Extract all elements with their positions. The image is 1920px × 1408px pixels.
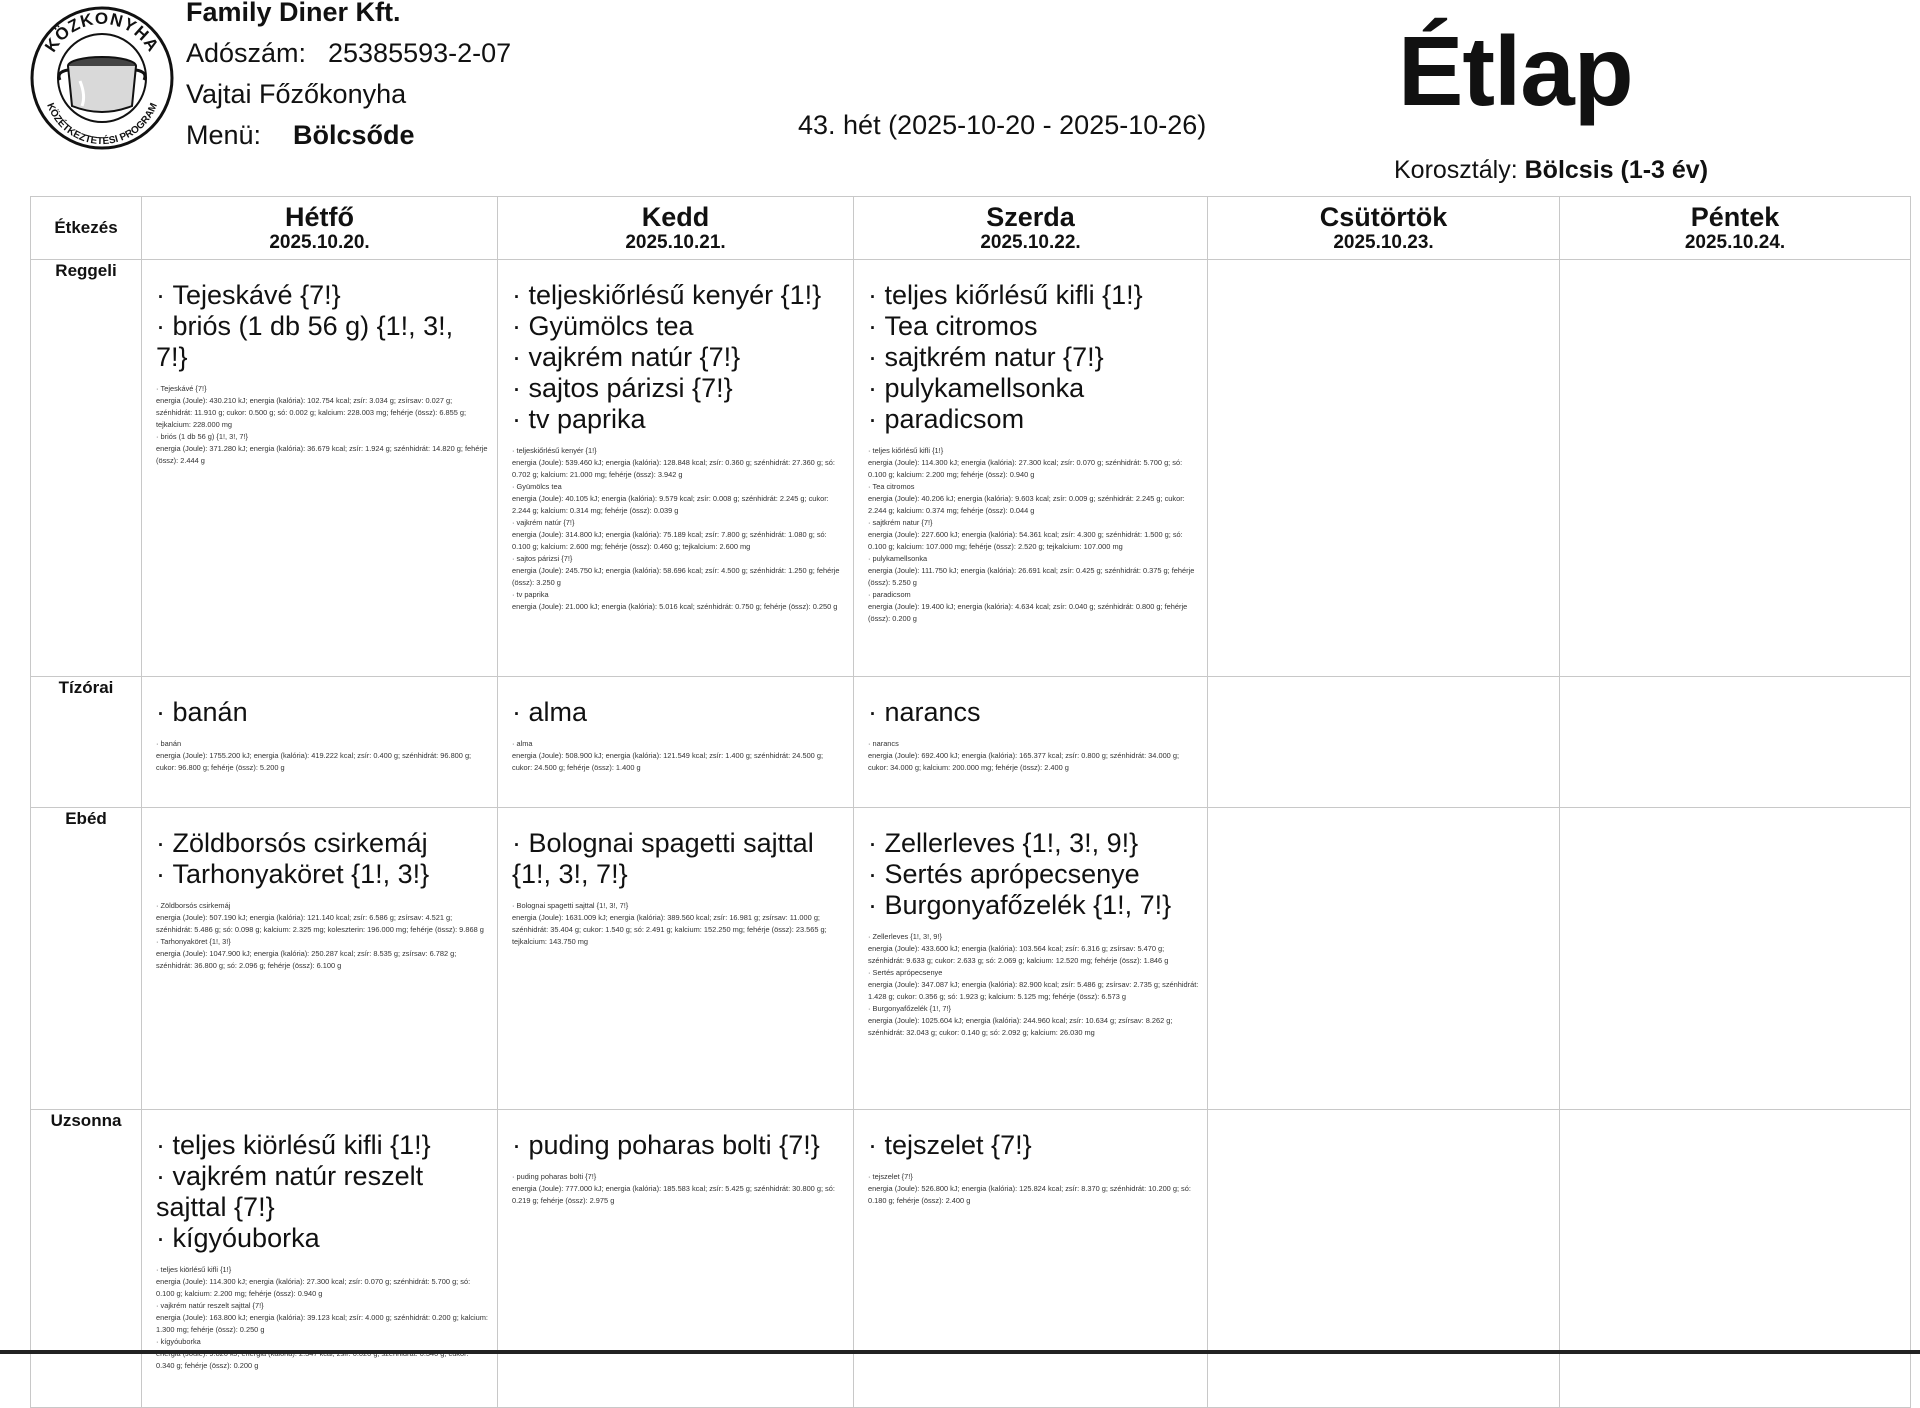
nutrition-item-name: · briós (1 db 56 g) {1!, 3!, 7!} (156, 431, 489, 443)
nutrition-values: energia (Joule): 227.600 kJ; energia (kalória): 54.361 kcal; zsír: 4.300 g; szénhidrát: 1.500 g; só: 0.100 g; kalcium: 107.000 mg; fehérje (össz): 2.520 g; tejkalcium: 107.000 mg (868, 530, 1183, 551)
nutrition-item-name: · Sertés aprópecsenye (868, 967, 1199, 979)
menu-cell (1208, 1110, 1560, 1408)
nutrition-item-name: · Tarhonyaköret {1!, 3!} (156, 936, 489, 948)
menu-item: · teljeskiőrlésű kenyér {1!} (512, 280, 845, 311)
nutrition-item-name: · teljeskiőrlésű kenyér {1!} (512, 445, 845, 457)
nutrition-values: energia (Joule): 163.800 kJ; energia (kalória): 39.123 kcal; zsír: 4.000 g; szénhidrát: 0.200 g; kalcium: 1.300 mg; fehérje (össz): 0.250 g (156, 1313, 488, 1334)
nutrition-info (512, 900, 845, 948)
nutrition-info (512, 738, 845, 774)
nutrition-info (512, 1171, 845, 1207)
menu-cell (854, 260, 1208, 677)
day-header (1560, 197, 1911, 260)
menu-cell (498, 1110, 854, 1408)
age-group (1394, 156, 1708, 185)
nutrition-values: energia (Joule): 433.600 kJ; energia (kalória): 103.564 kcal; zsír: 6.316 g; zsírsav: 5.470 g; szénhidrát: 9.633 g; cukor: 2.633 g; só: 2.069 g; kalcium: 12.520 mg; fehérje (össz): 1.846 g (868, 944, 1169, 965)
company-info (186, 0, 511, 156)
nutrition-values: energia (Joule): 1755.200 kJ; energia (kalória): 419.222 kcal; zsír: 0.400 g; szénhidrát: 96.800 g; cukor: 96.800 g; fehérje (össz): 5.200 g (156, 751, 472, 772)
menu-cell (1208, 260, 1560, 677)
nutrition-info (868, 931, 1199, 1039)
nutrition-values: energia (Joule): 1025.604 kJ; energia (kalória): 244.960 kcal; zsír: 10.634 g; zsírsav: 8.262 g; szénhidrát: 32.043 g; cukor: 0.140 g; só: 2.092 g; kalcium: 26.030 mg (868, 1016, 1173, 1037)
meal-row (31, 808, 1911, 1110)
menu-cell (1560, 677, 1911, 808)
menu-cell (498, 808, 854, 1110)
nutrition-values: energia (Joule): 526.800 kJ; energia (kalória): 125.824 kcal; zsír: 8.370 g; szénhidrát: 10.200 g; só: 0.180 g; fehérje (össz): 2.400 g (868, 1184, 1191, 1205)
nutrition-values: energia (Joule): 114.300 kJ; energia (kalória): 27.300 kcal; zsír: 0.070 g; szénhidrát: 5.700 g; só: 0.100 g; kalcium: 2.200 mg; fehérje (össz): 0.940 g (868, 458, 1183, 479)
week-range: 43. hét (2025-10-20 - 2025-10-26) (798, 110, 1207, 140)
logo-text-bottom: KÖZÉTKEZTETÉSI PROGRAM (44, 101, 160, 148)
nutrition-values: energia (Joule): 347.087 kJ; energia (kalória): 82.900 kcal; zsír: 5.486 g; zsírsav: 2.735 g; szénhidrát: 1.428 g; cukor: 0.356 g; só: 1.923 g; kalcium: 5.125 mg; fehérje (össz): 6.573 g (868, 980, 1199, 1001)
day-date: 2025.10.24. (1684, 232, 1786, 253)
menu-item: · tejszelet {7!} (868, 1130, 1199, 1161)
nutrition-item-name: · Tea citromos (868, 481, 1199, 493)
nutrition-values: energia (Joule): 114.300 kJ; energia (kalória): 27.300 kcal; zsír: 0.070 g; szénhidrát: 5.700 g; só: 0.100 g; kalcium: 2.200 mg; fehérje (össz): 0.940 g (156, 1277, 471, 1298)
day-date: 2025.10.21. (625, 232, 726, 253)
nutrition-item-name: · Bolognai spagetti sajttal {1!, 3!, 7!} (512, 900, 845, 912)
menu-item: · banán (156, 697, 489, 728)
menu-name: Bölcsőde (293, 120, 415, 150)
page-title: Étlap (1398, 16, 1633, 126)
company-name: Family Diner Kft. (186, 0, 401, 27)
nutrition-item-name: · paradicsom (868, 589, 1199, 601)
nutrition-values: energia (Joule): 40.206 kJ; energia (kalória): 9.603 kcal; zsír: 0.009 g; szénhidrát: 2.245 g; cukor: 2.244 g; kalcium: 0.374 mg; fehérje (össz): 0.044 g (868, 494, 1185, 515)
menu-cell (854, 677, 1208, 808)
nutrition-item-name: · banán (156, 738, 489, 750)
nutrition-item-name: · teljes kiörlésű kifli {1!} (156, 1264, 489, 1276)
menu-item: · narancs (868, 697, 1199, 728)
day-header (854, 197, 1208, 260)
menu-cell (498, 677, 854, 808)
nutrition-info (868, 445, 1199, 625)
menu-cell (142, 1110, 498, 1408)
nutrition-values: energia (Joule): 314.800 kJ; energia (kalória): 75.189 kcal; zsír: 7.800 g; szénhidrát: 1.080 g; só: 0.100 g; kalcium: 2.600 mg; fehérje (össz): 0.460 g; tejkalcium: 2.600 mg (512, 530, 827, 551)
nutrition-values: energia (Joule): 430.210 kJ; energia (kalória): 102.754 kcal; zsír: 3.034 g; zsírsav: 0.027 g; szénhidrát: 11.910 g; cukor: 0.500 g; só: 0.002 g; kalcium: 228.003 mg; fehérje (össz): 6.855 g; tejkalcium: 228.000 mg (156, 396, 467, 429)
meal-label: Reggeli (31, 260, 142, 677)
menu-cell (1208, 677, 1560, 808)
nutrition-values: energia (Joule): 508.900 kJ; energia (kalória): 121.549 kcal; zsír: 1.400 g; szénhidrát: 24.500 g; cukor: 24.500 g; fehérje (össz): 1.400 g (512, 751, 824, 772)
nutrition-values: energia (Joule): 40.105 kJ; energia (kalória): 9.579 kcal; zsír: 0.008 g; szénhidrát: 2.245 g; cukor: 2.244 g; kalcium: 0.314 mg; fehérje (össz): 0.039 g (512, 494, 829, 515)
menu-cell (498, 260, 854, 677)
menu-item: · teljes kiörlésű kifli {1!} (156, 1130, 489, 1161)
day-name: Hétfő (285, 202, 354, 232)
day-header (1208, 197, 1560, 260)
menu-item: · paradicsom (868, 404, 1199, 435)
weekly-menu-table (30, 196, 1911, 1408)
day-name: Péntek (1690, 202, 1780, 232)
nutrition-item-name: · tejszelet {7!} (868, 1171, 1199, 1183)
nutrition-values: energia (Joule): 692.400 kJ; energia (kalória): 165.377 kcal; zsír: 0.800 g; szénhidrát: 34.000 g; cukor: 34.000 g; kalcium: 200.000 mg; fehérje (össz): 2.400 g (868, 751, 1180, 772)
menu-label: Menü: (186, 120, 262, 150)
day-name: Szerda (986, 202, 1075, 232)
day-name: Csütörtök (1319, 202, 1448, 232)
nutrition-values: energia (Joule): 1631.009 kJ; energia (kalória): 389.560 kcal; zsír: 16.981 g; zsírsav: 11.000 g; szénhidrát: 35.404 g; cukor: 1.540 g; só: 2.491 g; kalcium: 152.250 mg; fehérje (össz): 23.565 g; tejkalcium: 143.750 mg (512, 913, 827, 946)
menu-cell (142, 260, 498, 677)
menu-item: · vajkrém natúr {7!} (512, 342, 845, 373)
menu-item: · Gyümölcs tea (512, 311, 845, 342)
meal-row (31, 1110, 1911, 1408)
menu-item: · vajkrém natúr reszelt sajttal {7!} (156, 1161, 489, 1223)
nutrition-info (868, 738, 1199, 774)
menu-item: · Zöldborsós csirkemáj (156, 828, 489, 859)
nutrition-values: energia (Joule): 777.000 kJ; energia (kalória): 185.583 kcal; zsír: 5.425 g; szénhidrát: 30.800 g; só: 0.219 g; fehérje (össz): 2.975 g (512, 1184, 835, 1205)
nutrition-item-name: · kígyóuborka (156, 1336, 489, 1348)
nutrition-item-name: · teljes kiőrlésű kifli {1!} (868, 445, 1199, 457)
kitchen-name: Vajtai Főzőkonyha (186, 79, 407, 109)
menu-item: · puding poharas bolti {7!} (512, 1130, 845, 1161)
nutrition-info (156, 900, 489, 972)
day-date: 2025.10.23. (1333, 232, 1434, 253)
meal-label: Ebéd (31, 808, 142, 1110)
meal-row (31, 260, 1911, 677)
menu-cell (142, 677, 498, 808)
meal-label: Uzsonna (31, 1110, 142, 1408)
menu-item: · kígyóuborka (156, 1223, 489, 1254)
nutrition-item-name: · Tejeskávé {7!} (156, 383, 489, 395)
day-header (142, 197, 498, 260)
menu-item: · Sertés aprópecsenye (868, 859, 1199, 890)
day-name: Kedd (641, 202, 710, 232)
nutrition-info (156, 383, 489, 467)
age-label: Korosztály: (1394, 156, 1518, 184)
nutrition-item-name: · puding poharas bolti {7!} (512, 1171, 845, 1183)
menu-item: · Bolognai spagetti sajttal {1!, 3!, 7!} (512, 828, 845, 890)
menu-item: · briós (1 db 56 g) {1!, 3!, 7!} (156, 311, 489, 373)
meal-column-header: Étkezés (31, 197, 142, 260)
menu-item: · Tejeskávé {7!} (156, 280, 489, 311)
nutrition-info (868, 1171, 1199, 1207)
day-date: 2025.10.20. (269, 232, 370, 253)
nutrition-item-name: · pulykamellsonka (868, 553, 1199, 565)
nutrition-item-name: · narancs (868, 738, 1199, 750)
nutrition-values: 0.340 g; fehérje (össz): 0.200 g (156, 1361, 259, 1370)
nutrition-values: energia (Joule): 507.190 kJ; energia (kalória): 121.140 kcal; zsír: 6.586 g; zsírsav: 4.521 g; szénhidrát: 5.486 g; só: 0.098 g; kalcium: 2.325 mg; koleszterin: 196.000 mg; fehérje (össz): 9.868 g (156, 913, 484, 934)
menu-cell (1560, 808, 1911, 1110)
menu-cell (854, 808, 1208, 1110)
meal-label: Tízórai (31, 677, 142, 808)
menu-item: · Zellerleves {1!, 3!, 9!} (868, 828, 1199, 859)
tax-label: Adószám: (186, 38, 307, 68)
nutrition-values: energia (Joule): 111.750 kJ; energia (kalória): 26.691 kcal; zsír: 0.425 g; szénhidrát: 0.375 g; fehérje (össz): 5.250 g (868, 566, 1195, 587)
nutrition-values: energia (Joule): 245.750 kJ; energia (kalória): 58.696 kcal; zsír: 4.500 g; szénhidrát: 1.250 g; fehérje (össz): 3.250 g (512, 566, 840, 587)
nutrition-item-name: · Zellerleves {1!, 3!, 9!} (868, 931, 1199, 943)
nutrition-item-name: · alma (512, 738, 845, 750)
nutrition-info (156, 738, 489, 774)
nutrition-info (512, 445, 845, 613)
nutrition-item-name: · Burgonyafőzelék {1!, 7!} (868, 1003, 1199, 1015)
age-value: Bölcsis (1-3 év) (1524, 156, 1709, 184)
day-header (498, 197, 854, 260)
menu-item: · teljes kiőrlésű kifli {1!} (868, 280, 1199, 311)
nutrition-values: energia (Joule): 371.280 kJ; energia (kalória): 36.679 kcal; zsír: 1.924 g; szénhidrát: 14.820 g; fehérje (össz): 2.444 g (156, 444, 488, 465)
nutrition-item-name: · sajtos párizsi {7!} (512, 553, 845, 565)
day-header-row (31, 197, 1911, 260)
pot-icon (59, 57, 145, 112)
menu-item: · sajtos párizsi {7!} (512, 373, 845, 404)
day-date: 2025.10.22. (980, 232, 1081, 253)
menu-item: · Burgonyafőzelék {1!, 7!} (868, 890, 1199, 921)
menu-item: · tv paprika (512, 404, 845, 435)
nutrition-item-name: · vajkrém natúr reszelt sajttal {7!} (156, 1300, 489, 1312)
menu-cell (854, 1110, 1208, 1408)
nutrition-item-name: · Zöldborsós csirkemáj (156, 900, 489, 912)
tax-number: 25385593-2-07 (328, 38, 512, 68)
menu-item: · Tea citromos (868, 311, 1199, 342)
kozkonyha-logo (30, 6, 175, 151)
nutrition-info (156, 1264, 489, 1372)
nutrition-values: energia (Joule): 19.400 kJ; energia (kalória): 4.634 kcal; zsír: 0.040 g; szénhidrát: 0.800 g; fehérje (össz): 0.200 g (868, 602, 1188, 623)
menu-item: · alma (512, 697, 845, 728)
nutrition-values: energia (Joule): 21.000 kJ; energia (kalória): 5.016 kcal; szénhidrát: 0.750 g; fehérje (össz): 0.250 g (512, 602, 838, 611)
nutrition-values: energia (Joule): 1047.900 kJ; energia (kalória): 250.287 kcal; zsír: 8.535 g; zsírsav: 6.782 g; szénhidrát: 36.800 g; só: 2.096 g; fehérje (össz): 6.100 g (156, 949, 457, 970)
nutrition-values: energia (Joule): 539.460 kJ; energia (kalória): 128.848 kcal; zsír: 0.360 g; szénhidrát: 27.360 g; só: 0.702 g; kalcium: 21.000 mg; fehérje (össz): 3.942 g (512, 458, 835, 479)
menu-item: · Tarhonyaköret {1!, 3!} (156, 859, 489, 890)
nutrition-item-name: · vajkrém natúr {7!} (512, 517, 845, 529)
menu-cell (1208, 808, 1560, 1110)
menu-item: · pulykamellsonka (868, 373, 1199, 404)
meal-row (31, 677, 1911, 808)
logo-text-top: KÖZKONYHA (41, 9, 163, 56)
menu-cell (142, 808, 498, 1110)
scan-edge (0, 1350, 1920, 1354)
menu-item: · sajtkrém natur {7!} (868, 342, 1199, 373)
menu-cell (1560, 1110, 1911, 1408)
nutrition-item-name: · Gyümölcs tea (512, 481, 845, 493)
nutrition-item-name: · tv paprika (512, 589, 845, 601)
menu-cell (1560, 260, 1911, 677)
nutrition-item-name: · sajtkrém natur {7!} (868, 517, 1199, 529)
